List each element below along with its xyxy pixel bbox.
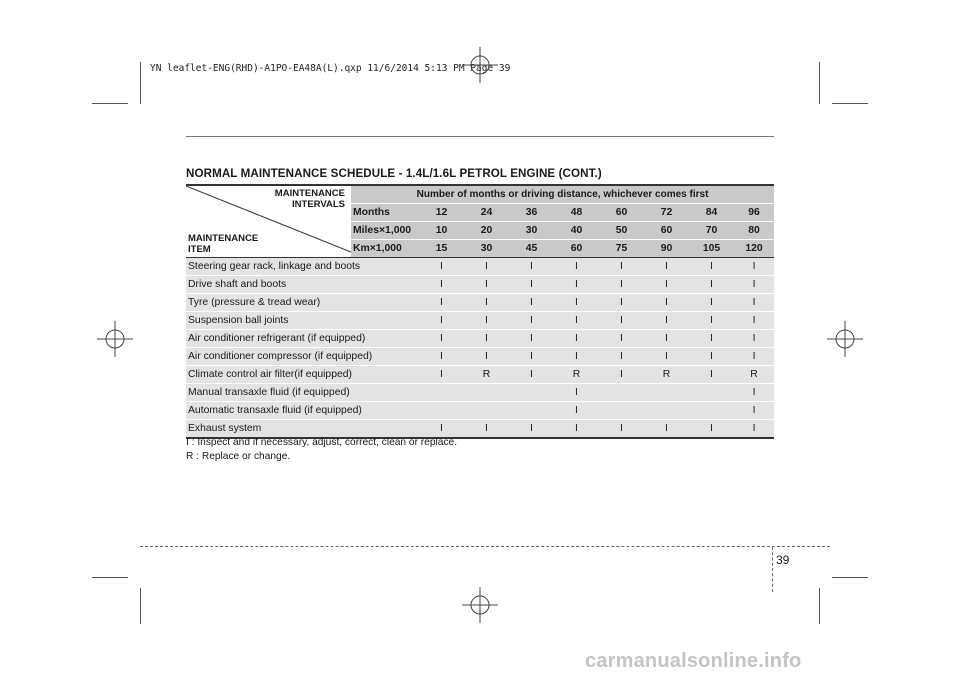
registration-mark-icon	[462, 47, 498, 83]
service-mark	[689, 384, 734, 402]
table-row	[186, 258, 774, 276]
service-mark: I	[419, 276, 464, 294]
corner-header-cell	[186, 185, 351, 258]
interval-value: 70	[689, 222, 734, 240]
service-mark: I	[689, 366, 734, 384]
service-mark: I	[599, 294, 644, 312]
service-mark: I	[734, 420, 774, 439]
service-mark: I	[734, 384, 774, 402]
service-mark: I	[509, 258, 554, 276]
service-mark: I	[554, 384, 599, 402]
interval-value: 60	[644, 222, 689, 240]
service-mark: I	[689, 312, 734, 330]
interval-label: Km×1,000	[351, 240, 419, 258]
interval-value: 45	[509, 240, 554, 258]
interval-label: Months	[351, 204, 419, 222]
service-mark: I	[509, 294, 554, 312]
service-mark: I	[554, 276, 599, 294]
interval-value: 36	[509, 204, 554, 222]
interval-value: 75	[599, 240, 644, 258]
service-mark: I	[464, 348, 509, 366]
service-mark: I	[734, 402, 774, 420]
service-mark: I	[734, 312, 774, 330]
table-row	[186, 384, 774, 402]
service-mark: I	[644, 312, 689, 330]
service-mark: I	[554, 294, 599, 312]
service-mark: I	[419, 258, 464, 276]
maintenance-item: Suspension ball joints	[186, 312, 419, 330]
service-mark: I	[509, 366, 554, 384]
footer-dashed-divider	[772, 547, 773, 592]
corner-top-label	[275, 188, 345, 210]
corner-bottom-line: MAINTENANCE	[188, 233, 259, 244]
interval-value: 84	[689, 204, 734, 222]
interval-value: 80	[734, 222, 774, 240]
service-mark: I	[554, 402, 599, 420]
service-mark: I	[554, 330, 599, 348]
interval-value: 24	[464, 204, 509, 222]
table-row	[186, 402, 774, 420]
registration-mark-icon	[462, 587, 498, 623]
crop-mark	[92, 103, 128, 104]
service-mark	[644, 384, 689, 402]
service-mark: R	[554, 366, 599, 384]
service-mark: I	[554, 348, 599, 366]
service-mark: I	[599, 420, 644, 439]
service-mark: I	[419, 348, 464, 366]
service-mark: I	[464, 420, 509, 439]
service-mark	[644, 402, 689, 420]
interval-value: 120	[734, 240, 774, 258]
table-row	[186, 276, 774, 294]
interval-value: 48	[554, 204, 599, 222]
interval-value: 10	[419, 222, 464, 240]
service-mark: I	[644, 294, 689, 312]
interval-value: 30	[464, 240, 509, 258]
maintenance-item: Climate control air filter(if equipped)	[186, 366, 419, 384]
service-mark: I	[689, 420, 734, 439]
crop-mark	[819, 588, 820, 624]
service-mark: I	[734, 294, 774, 312]
service-mark: R	[644, 366, 689, 384]
interval-value: 12	[419, 204, 464, 222]
footer-dashed-rule	[140, 546, 830, 547]
legend-inspect: I : Inspect and if necessary, adjust, correct, clean or replace.	[186, 437, 458, 448]
interval-value: 15	[419, 240, 464, 258]
service-mark: I	[419, 330, 464, 348]
interval-value: 96	[734, 204, 774, 222]
crop-mark	[92, 577, 128, 578]
service-mark: I	[734, 276, 774, 294]
corner-top-line: MAINTENANCE	[274, 188, 345, 199]
service-mark	[599, 384, 644, 402]
service-mark: I	[644, 276, 689, 294]
crop-mark	[832, 103, 868, 104]
service-mark: I	[509, 420, 554, 439]
service-mark: I	[599, 348, 644, 366]
service-mark: I	[689, 330, 734, 348]
interval-value: 72	[644, 204, 689, 222]
table-row	[186, 294, 774, 312]
service-mark: I	[464, 312, 509, 330]
maintenance-item: Automatic transaxle fluid (if equipped)	[186, 402, 419, 420]
service-mark: I	[464, 276, 509, 294]
corner-bottom-line: ITEM	[188, 244, 211, 255]
interval-value: 50	[599, 222, 644, 240]
service-mark	[509, 402, 554, 420]
crop-mark	[832, 577, 868, 578]
legend-replace: R : Replace or change.	[186, 450, 291, 462]
interval-value: 40	[554, 222, 599, 240]
service-mark: R	[734, 366, 774, 384]
caption-row	[186, 185, 774, 204]
service-mark: I	[599, 258, 644, 276]
service-mark: I	[734, 330, 774, 348]
interval-value: 30	[509, 222, 554, 240]
interval-value: 60	[554, 240, 599, 258]
service-mark	[599, 402, 644, 420]
service-mark: I	[419, 420, 464, 439]
crop-mark	[140, 62, 141, 104]
interval-value: 60	[599, 204, 644, 222]
interval-value: 105	[689, 240, 734, 258]
service-mark: I	[419, 366, 464, 384]
service-mark	[464, 402, 509, 420]
registration-mark-icon	[97, 321, 133, 357]
corner-bottom-label	[188, 233, 258, 255]
service-mark: I	[464, 258, 509, 276]
page-title: NORMAL MAINTENANCE SCHEDULE - 1.4L/1.6L PETROL ENGINE (CONT.)	[186, 167, 602, 180]
interval-value: 90	[644, 240, 689, 258]
service-mark: I	[599, 366, 644, 384]
service-mark: I	[599, 330, 644, 348]
maintenance-item: Manual transaxle fluid (if equipped)	[186, 384, 419, 402]
service-mark: I	[734, 258, 774, 276]
maintenance-item: Air conditioner refrigerant (if equipped)	[186, 330, 419, 348]
maintenance-schedule-table	[186, 184, 774, 439]
service-mark: I	[554, 312, 599, 330]
service-mark: R	[464, 366, 509, 384]
service-mark: I	[464, 294, 509, 312]
service-mark: I	[509, 330, 554, 348]
interval-value: 20	[464, 222, 509, 240]
service-mark: I	[554, 420, 599, 439]
service-mark	[509, 384, 554, 402]
page-number: 39	[776, 553, 790, 567]
table-row	[186, 366, 774, 384]
service-mark	[464, 384, 509, 402]
table-row	[186, 312, 774, 330]
maintenance-item: Steering gear rack, linkage and boots	[186, 258, 419, 276]
legend	[186, 436, 457, 463]
maintenance-item: Air conditioner compressor (if equipped)	[186, 348, 419, 366]
service-mark	[419, 384, 464, 402]
service-mark: I	[509, 348, 554, 366]
service-mark: I	[689, 348, 734, 366]
service-mark: I	[599, 312, 644, 330]
interval-caption: Number of months or driving distance, whichever comes first	[351, 185, 774, 204]
service-mark: I	[554, 258, 599, 276]
crop-mark	[140, 588, 141, 624]
table-row	[186, 330, 774, 348]
service-mark: I	[464, 330, 509, 348]
service-mark: I	[644, 330, 689, 348]
crop-mark	[819, 62, 820, 104]
service-mark: I	[599, 276, 644, 294]
service-mark: I	[689, 294, 734, 312]
print-slug-line: YN leaflet-ENG(RHD)-A1PO-EA48A(L).qxp 11/6/2014 5:13 PM Page 39	[150, 63, 511, 74]
service-mark: I	[419, 294, 464, 312]
service-mark	[419, 402, 464, 420]
service-mark: I	[734, 348, 774, 366]
service-mark: I	[689, 258, 734, 276]
service-mark	[689, 402, 734, 420]
maintenance-item: Exhaust system	[186, 420, 419, 439]
service-mark: I	[644, 258, 689, 276]
service-mark: I	[689, 276, 734, 294]
registration-mark-icon	[827, 321, 863, 357]
service-mark: I	[419, 312, 464, 330]
corner-top-line: INTERVALS	[292, 199, 345, 210]
header-rule	[186, 136, 774, 137]
service-mark: I	[509, 276, 554, 294]
interval-label: Miles×1,000	[351, 222, 419, 240]
maintenance-item: Drive shaft and boots	[186, 276, 419, 294]
maintenance-item: Tyre (pressure & tread wear)	[186, 294, 419, 312]
table-row	[186, 348, 774, 366]
watermark: carmanualsonline.info	[585, 650, 802, 672]
service-mark: I	[509, 312, 554, 330]
service-mark: I	[644, 348, 689, 366]
service-mark: I	[644, 420, 689, 439]
